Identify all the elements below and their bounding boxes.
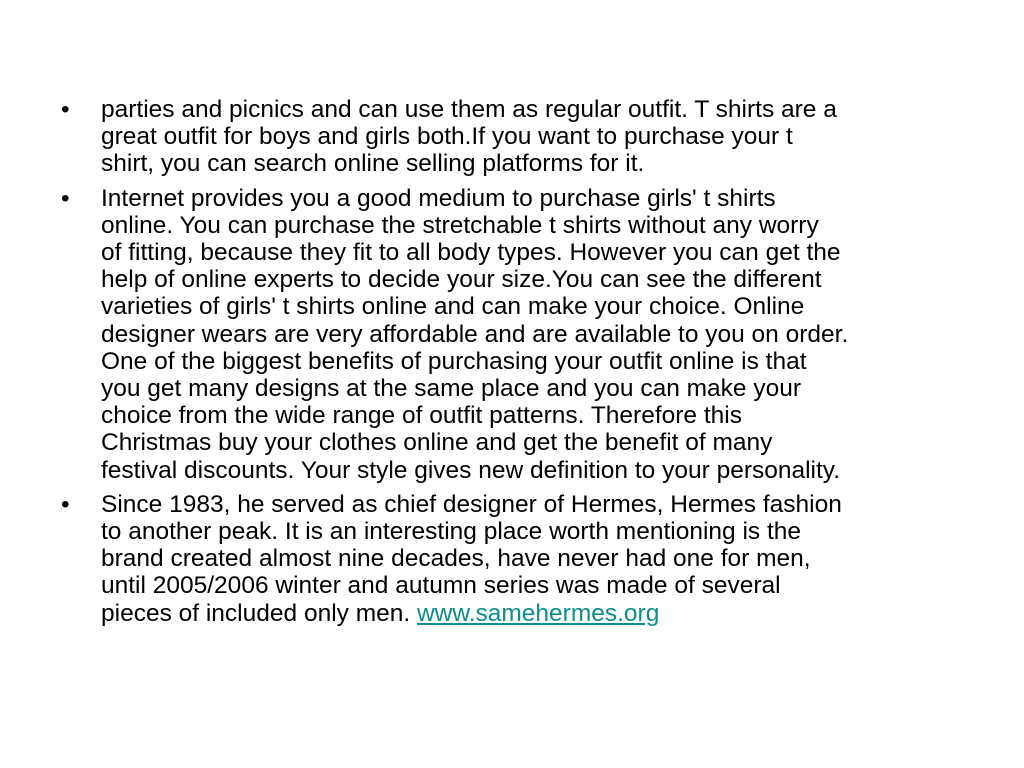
samehermes-link[interactable]: www.samehermes.org: [416, 599, 660, 627]
bullet-text: [101, 96, 837, 177]
text-line: Internet provides you a good medium to purchase girls' t shirts: [101, 184, 776, 212]
text-line: to another peak. It is an interesting place worth mentioning is the: [101, 518, 802, 546]
text-line: parties and picnics and can use them as regular outfit. T shirts are a: [101, 96, 837, 123]
text-line: festival discounts. Your style gives new definition to your personality.: [101, 456, 841, 484]
bullet-item: [56, 96, 986, 178]
bullet-text: [101, 185, 848, 484]
text-line: you get many designs at the same place and you can make your: [101, 375, 802, 403]
bullet-item: [56, 185, 986, 484]
bullet-item: [56, 491, 986, 627]
bullet-dot: •: [61, 490, 70, 518]
text-line: until 2005/2006 winter and autumn series was made of several: [101, 572, 781, 600]
bullet-list: [56, 96, 986, 634]
text-line: brand created almost nine decades, have never had one for men,: [101, 545, 811, 573]
bullet-dot: •: [61, 96, 70, 123]
text-line: online. You can purchase the stretchable t shirts without any worry: [101, 211, 819, 239]
text-line: designer wears are very affordable and are available to you on order.: [101, 320, 849, 348]
text-line: varieties of girls' t shirts online and can make your choice. Online: [101, 293, 805, 321]
text-line: One of the biggest benefits of purchasing your outfit online is that: [101, 347, 807, 375]
text-line: great outfit for boys and girls both.If you want to purchase your t: [101, 123, 793, 151]
text-line: help of online experts to decide your size.You can see the different: [101, 266, 822, 294]
text-line: Christmas buy your clothes online and get the benefit of many: [101, 429, 773, 457]
text-line: of fitting, because they fit to all body types. However you can get the: [101, 239, 841, 267]
text-line: Since 1983, he served as chief designer of Hermes, Hermes fashion: [101, 490, 842, 518]
bullet-dot: •: [61, 184, 70, 212]
text-line: choice from the wide range of outfit patterns. Therefore this: [101, 402, 742, 430]
text-line: shirt, you can search online selling platforms for it.: [101, 150, 645, 178]
bullet-text: [101, 491, 842, 627]
text-line: pieces of included only men.: [101, 599, 417, 627]
